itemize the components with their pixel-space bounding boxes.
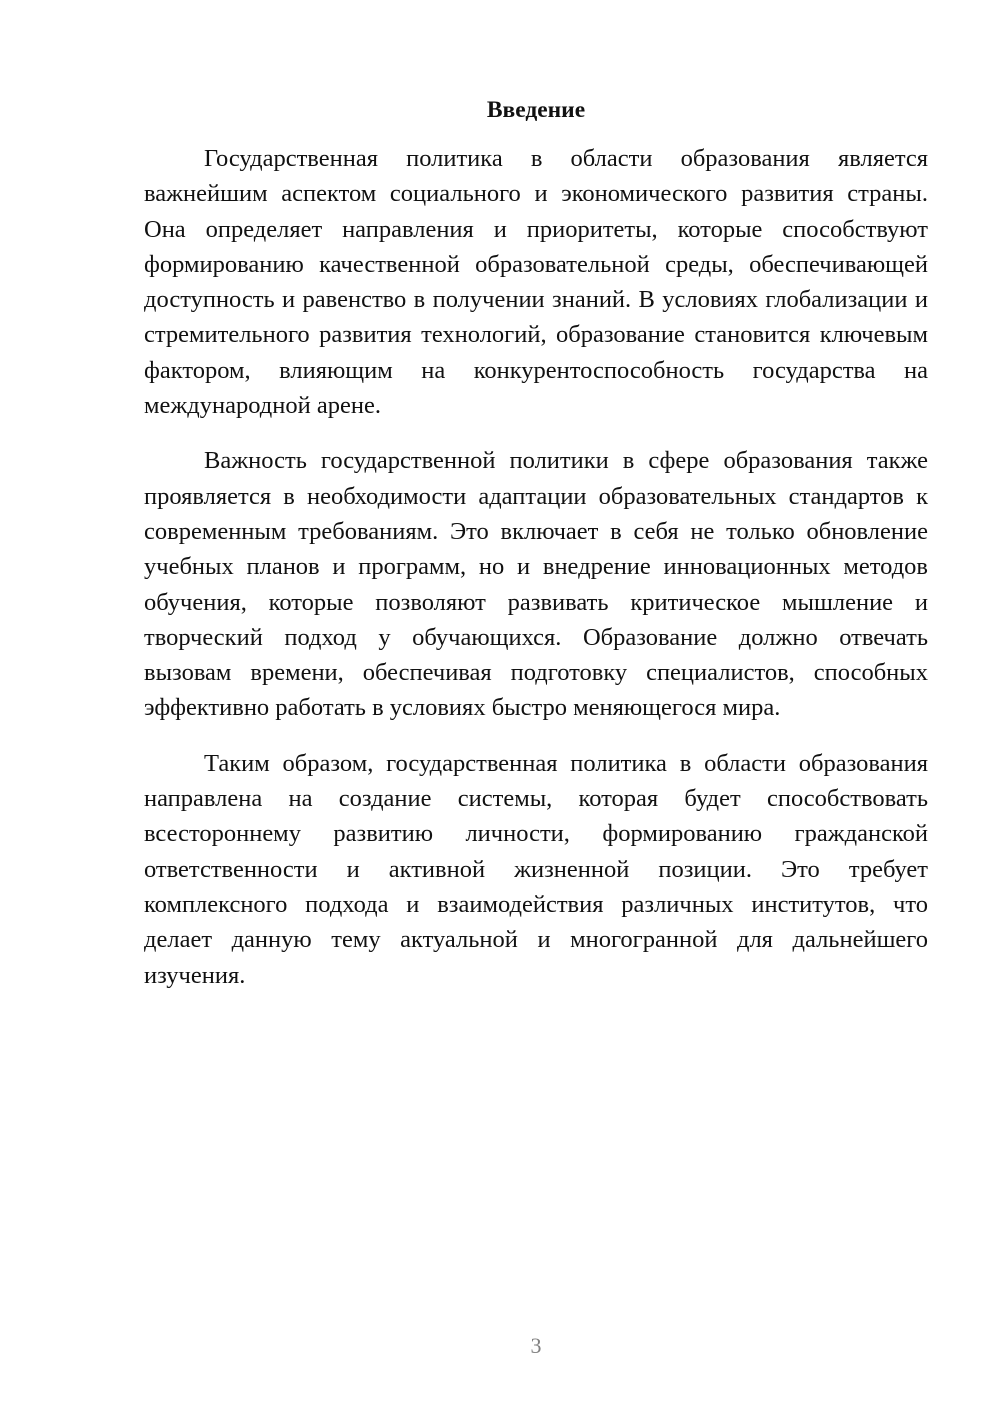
paragraph-line: всестороннему развитию личности, формированию гражданской <box>144 820 928 848</box>
paragraph-line: Таким образом, государственная политика в области образования <box>204 749 928 777</box>
page-number: 3 <box>530 1333 542 1358</box>
paragraph-line: делает данную тему актуальной и многогранной для дальнейшего <box>144 926 928 954</box>
paragraph-line: проявляется в необходимости адаптации образовательных стандартов к <box>144 482 928 510</box>
paragraph-line: доступность и равенство в получении знаний. В условиях глобализации и <box>144 286 928 314</box>
paragraph-line: творческий подход у обучающихся. Образование должно отвечать <box>144 623 928 651</box>
paragraph-line: комплексного подхода и взаимодействия различных институтов, что <box>144 890 928 918</box>
paragraph-line: Она определяет направления и приоритеты, которые способствуют <box>144 215 928 243</box>
paragraph-1 <box>144 141 928 423</box>
paragraph-line: Государственная политика в области образования является <box>204 144 928 172</box>
paragraph-line: вызовам времени, обеспечивая подготовку специалистов, способных <box>144 659 928 687</box>
page-title: Введение <box>486 97 586 123</box>
paragraph-line: изучения. <box>144 961 246 989</box>
paragraph-line: фактором, влияющим на конкурентоспособность государства на <box>144 356 928 384</box>
paragraph-2 <box>144 443 928 725</box>
paragraph-line: эффективно работать в условиях быстро меняющегося мира. <box>144 694 781 722</box>
paragraph-line: важнейшим аспектом социального и экономического развития страны. <box>144 180 928 208</box>
paragraph-3 <box>144 746 928 993</box>
paragraph-line: обучения, которые позволяют развивать критическое мышление и <box>144 588 928 616</box>
paragraph-line: стремительного развития технологий, образование становится ключевым <box>144 321 928 349</box>
paragraph-line: направлена на создание системы, которая будет способствовать <box>144 785 928 813</box>
paragraph-line: современным требованиям. Это включает в себя не только обновление <box>144 517 928 545</box>
paragraph-line: ответственности и активной жизненной позиции. Это требует <box>144 855 928 883</box>
paragraph-line: Важность государственной политики в сфере образования также <box>204 447 928 475</box>
paragraph-line: учебных планов и программ, но и внедрение инновационных методов <box>144 553 928 581</box>
paragraph-line: формированию качественной образовательной среды, обеспечивающей <box>144 250 928 278</box>
paragraph-line: международной арене. <box>144 392 381 420</box>
